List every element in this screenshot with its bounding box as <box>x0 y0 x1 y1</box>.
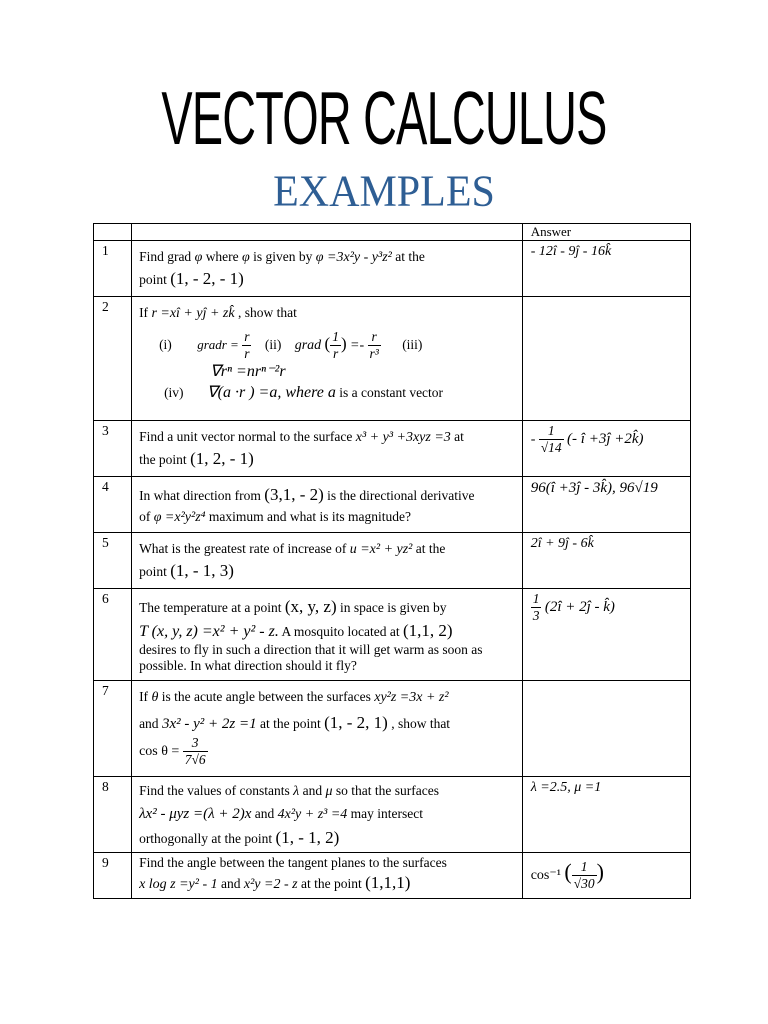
question-text: at the <box>415 541 446 556</box>
math-expr: μ <box>325 784 333 799</box>
answer-expr: λ =2.5, μ =1 <box>530 780 602 795</box>
question-cell <box>132 681 523 777</box>
question-text: If <box>139 689 149 704</box>
math-expr: φ =3x²y - y³z² <box>315 250 392 265</box>
math-expr: (x, y, z) <box>284 597 337 616</box>
question-text: Find grad <box>139 249 192 264</box>
row-number: 5 <box>94 533 132 589</box>
answer-cell <box>522 477 690 533</box>
paren: ( <box>324 333 331 353</box>
question-text: Find the values of constants <box>139 783 290 798</box>
answer-fraction: $\frac{1}{√14}$ <box>540 423 562 456</box>
table-row <box>94 297 691 421</box>
row-number: 3 <box>94 421 132 477</box>
row-number: 7 <box>94 681 132 777</box>
item-label: (iii) <box>402 336 423 352</box>
question-cell <box>132 477 523 533</box>
paren: ) <box>340 333 347 353</box>
row-number: 6 <box>94 589 132 681</box>
table-row <box>94 853 691 899</box>
row-number: 1 <box>94 241 132 297</box>
answer-cell <box>522 853 690 899</box>
math-expr: x²y =2 - z <box>243 877 298 893</box>
question-text: and <box>254 805 275 821</box>
math-expr: =- <box>350 337 365 353</box>
math-expr: xy²z =3x + z² <box>374 690 449 705</box>
question-cell <box>132 853 523 899</box>
answer-cell <box>522 681 690 777</box>
fraction: $\frac{r}{\text{r³}}$ <box>369 328 379 361</box>
question-text: , show that <box>391 715 451 731</box>
row-number: 8 <box>94 777 132 853</box>
math-expr: (1, - 2, - 1) <box>170 268 244 288</box>
row-number: 4 <box>94 477 132 533</box>
question-text: at the <box>395 249 425 264</box>
answer-fraction: $\frac{1}{3}$ <box>532 591 540 624</box>
question-text: so that the surfaces <box>335 783 439 798</box>
header-question-cell <box>132 224 523 241</box>
question-text: is a constant vector <box>339 385 444 401</box>
math-expr: λ <box>293 784 300 799</box>
fraction: $\frac{1}{r}$ <box>332 328 339 361</box>
math-expr: φ <box>242 250 250 265</box>
question-text: What is the greatest rate of increase of <box>139 541 347 556</box>
math-expr: ∇rⁿ =nrⁿ⁻²r <box>210 363 286 381</box>
math-expr: x³ + y³ +3xyz =3 <box>355 430 451 445</box>
question-text: maximum and what is its magnitude? <box>208 509 411 525</box>
answer-header: Answer <box>522 224 690 241</box>
paren: ( <box>564 859 572 884</box>
question-text: , show that <box>237 305 297 320</box>
math-expr: r =xî + yĵ + zk̂ <box>151 306 235 321</box>
paren: ) <box>596 859 604 884</box>
answer-expr: 96(î +3ĵ - 3k̂), 96√19 <box>530 480 658 496</box>
math-expr: grad <box>294 337 322 353</box>
question-text: The temperature at a point <box>139 600 282 615</box>
question-cell <box>132 241 523 297</box>
question-text: where <box>205 249 239 264</box>
question-text: point <box>139 563 167 579</box>
question-cell <box>132 589 523 681</box>
math-expr: gradr = <box>197 336 239 352</box>
math-expr: x log z =y² - 1 <box>139 877 218 893</box>
math-expr: 3x² - y² + 2z =1 <box>161 715 257 732</box>
question-text: in space is given by <box>340 600 447 615</box>
page-title: VECTOR CALCULUS <box>161 76 607 161</box>
question-cell <box>132 777 523 853</box>
question-cell <box>132 533 523 589</box>
question-text: and <box>139 715 159 731</box>
page-subtitle: EXAMPLES <box>273 167 495 217</box>
table-row <box>94 681 691 777</box>
math-expr: (1, - 1, 2) <box>275 827 340 847</box>
answer-fraction: $\frac{1}{√30}$ <box>573 859 595 892</box>
answer-cell <box>522 589 690 681</box>
question-text: point <box>139 271 167 287</box>
question-text: may intersect <box>350 805 424 821</box>
question-text: the point <box>139 451 187 467</box>
row-number: 2 <box>94 297 132 421</box>
question-text: A mosquito located at <box>281 624 400 640</box>
table-row <box>94 777 691 853</box>
answer-expr: (2î + 2ĵ - k̂) <box>544 598 615 615</box>
question-text: If <box>139 305 149 320</box>
question-text: Find the angle between the tangent planes to the surfaces <box>139 855 447 870</box>
answer-cell <box>522 777 690 853</box>
question-text: and <box>221 876 241 892</box>
math-expr: θ <box>151 690 159 705</box>
math-expr: (1, 2, - 1) <box>190 448 254 468</box>
item-label: (iv) <box>164 385 184 401</box>
table-row <box>94 421 691 477</box>
math-expr: 4x²y + z³ =4 <box>277 806 348 822</box>
answer-cell <box>522 421 690 477</box>
question-text: of <box>139 509 151 525</box>
question-text: Find a unit vector normal to the surface <box>139 429 353 444</box>
answer-sign: - <box>530 431 536 447</box>
table-row <box>94 477 691 533</box>
table-row <box>94 533 691 589</box>
question-text: at <box>454 429 464 444</box>
answer-expr: 2î + 9ĵ - 6k̂ <box>530 536 594 551</box>
question-text: orthogonally at the point <box>139 830 273 846</box>
math-expr: φ =x²y²z⁴ <box>153 510 206 526</box>
question-text: In what direction from <box>139 488 261 503</box>
question-text: is the acute angle between the surfaces <box>161 689 371 704</box>
math-expr: ∇(a ·r ) =a, where a <box>206 384 336 402</box>
question-text: at the point <box>259 715 321 731</box>
table-row <box>94 241 691 297</box>
answer-cell <box>522 297 690 421</box>
answer-cell <box>522 241 690 297</box>
math-expr: T (x, y, z) =x² + y² - z. <box>139 623 279 641</box>
math-expr: φ <box>194 250 203 265</box>
math-expr: u =x² + yz² <box>349 542 413 557</box>
examples-table <box>93 223 691 899</box>
question-text: desires to fly in such a direction that it will get warm as soon as possible. In what direction should it fly? <box>139 641 483 673</box>
math-expr: (3,1, - 2) <box>264 485 324 504</box>
fraction: $\frac{3}{7√6}$ <box>184 735 206 768</box>
row-number: 9 <box>94 853 132 899</box>
item-label: (ii) <box>264 336 282 352</box>
answer-expr: cos⁻¹ <box>530 868 561 883</box>
table-row <box>94 589 691 681</box>
fraction: $\frac{r}{r}$ <box>244 328 250 361</box>
question-cell <box>132 297 523 421</box>
math-expr: (1,1, 2) <box>402 621 453 641</box>
question-text: and <box>302 783 323 798</box>
answer-cell <box>522 533 690 589</box>
question-text: is the directional derivative <box>327 488 475 503</box>
item-label: (i) <box>159 336 172 352</box>
answer-expr: - 12î - 9ĵ - 16k̂ <box>530 244 612 259</box>
math-expr: (1, - 1, 3) <box>170 560 234 580</box>
math-expr: λx² - μyz =(λ + 2)x <box>139 805 252 822</box>
header-num-cell <box>94 224 132 241</box>
math-expr: (1, - 2, 1) <box>324 712 388 732</box>
answer-expr: (- î +3ĵ +2k̂) <box>567 430 644 447</box>
question-text: at the point <box>300 876 362 892</box>
math-expr: cos θ = <box>139 743 180 759</box>
question-cell <box>132 421 523 477</box>
math-expr: (1,1,1) <box>365 873 411 893</box>
table-header-row <box>94 224 691 241</box>
question-text: is given by <box>253 249 313 264</box>
